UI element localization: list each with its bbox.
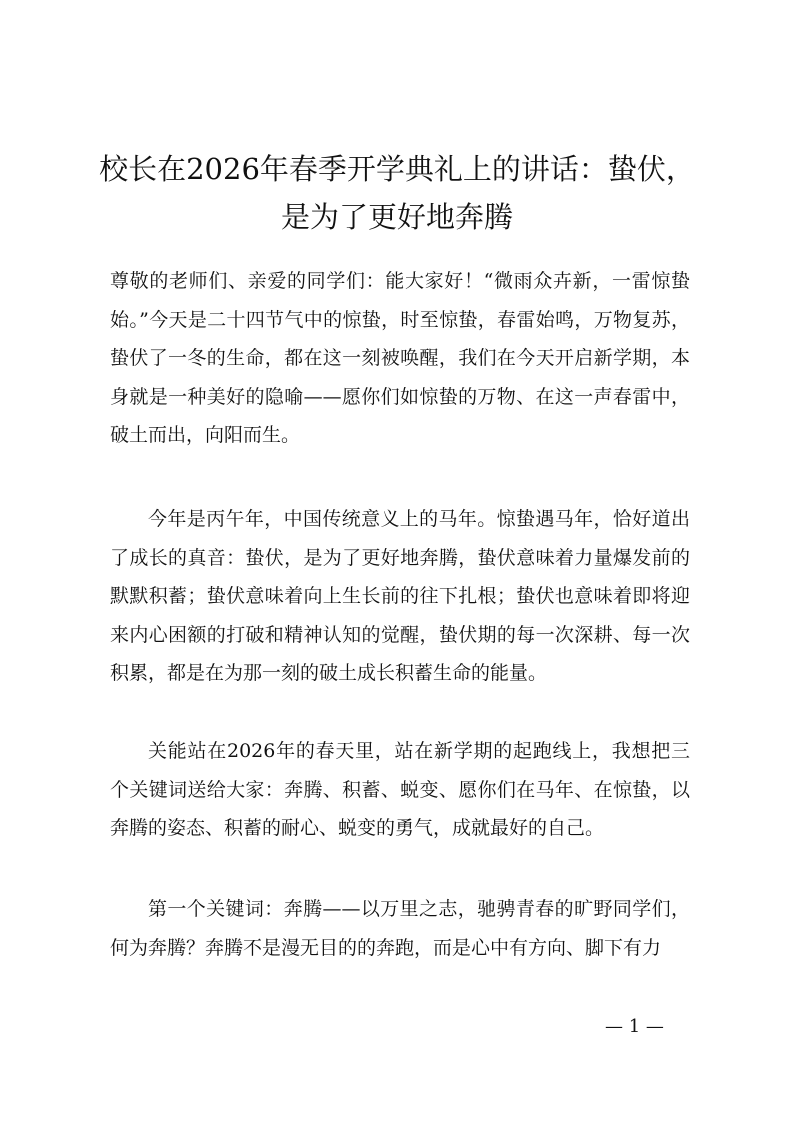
page-number: — 1 — [605,1016,664,1037]
paragraph-greeting: 尊敬的老师们、亲爱的同学们：能大家好！“微雨众卉新，一雷惊蛰始。”今天是二十四节气中的惊蛰，时至惊蛰，春雷始鸣，万物复苏，蛰伏了一冬的生命，都在这一刻被唤醒，我们在今天开启新学期，本身就是一种美好的隐喻——愿你们如惊蛰的万物、在这一声春雷中，破土而出，向阳而生。 [110,270,690,446]
paragraph-year-of-horse: 今年是丙午年，中国传统意义上的马年。惊蛰遇马年，恰好道出了成长的真音：蛰伏，是为了更好地奔腾，蛰伏意味着力量爆发前的默默积蓄；蛰伏意味着向上生长前的往下扎根；蛰伏也意味着即将迎来内心困额的打破和精神认知的觉醒，蛰伏期的每一次深耕、每一次积累，都是在为那一刻的破土成长积蓄生命的能量。 [110,508,690,684]
title-line-1: 校长在2026年春季开学典礼上的讲话：蛰伏， [99,152,695,186]
paragraph-first-keyword: 第一个关键词：奔腾——以万里之志，驰骋青春的旷野同学们，何为奔腾？奔腾不是漫无目的的奔跑，而是心中有方向、脚下有力 [110,898,690,959]
paragraph-keywords: 关能站在2026年的春天里，站在新学期的起跑线上，我想把三个关键词送给大家：奔腾、积蓄、蜕变、愿你们在马年、在惊蛰，以奔腾的姿态、积蓄的耐心、蜕变的勇气，成就最好的自己。 [110,740,690,839]
title-line-2: 是为了更好地奔腾 [280,200,513,234]
document-title [92,145,702,241]
